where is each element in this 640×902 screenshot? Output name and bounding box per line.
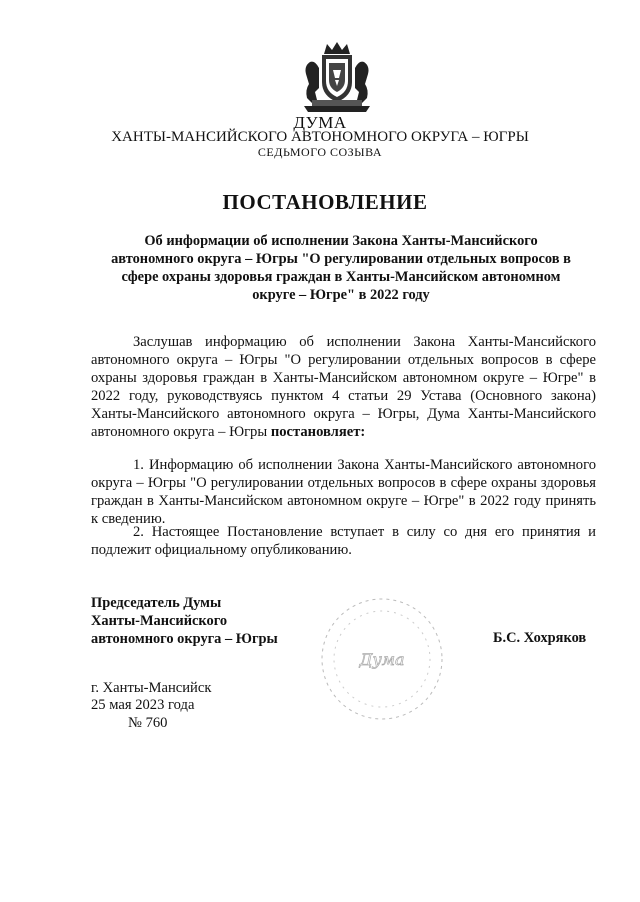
adoption-date: 25 мая 2023 года bbox=[91, 697, 195, 713]
document-type: ПОСТАНОВЛЕНИЕ bbox=[222, 190, 428, 214]
signatory-name: Б.С. Хохряков bbox=[493, 630, 587, 646]
signatory-position-line: автономного округа – Югры bbox=[91, 631, 278, 647]
organization-region: ХАНТЫ-МАНСИЙСКОГО АВТОНОМНОГО ОКРУГА – ЮГРЫ bbox=[111, 129, 529, 145]
coat-of-arms-icon bbox=[296, 40, 378, 114]
organization-name: ДУМА bbox=[293, 113, 347, 132]
document-title: Об информации об исполнении Закона Ханты-Мансийского автономного округа – Югры "О регулировании отдельных вопросов в сфере охраны здоровья граждан в Ханты-Мансийском автономном округе – Югре" в 2022 году bbox=[111, 233, 571, 303]
preamble-verb: постановляет: bbox=[270, 424, 366, 440]
resolution-item-1: 1. Информацию об исполнении Закона Ханты-Мансийского автономного округа – Югры "О регулировании отдельных вопросов в сфере охраны здоровья граждан в Ханты-Мансийском автономном округе – Югре" в 2022 году принять к сведению. bbox=[91, 457, 596, 527]
seal-stamp bbox=[318, 595, 446, 723]
svg-text:Дума: Дума bbox=[359, 650, 405, 669]
signatory-position bbox=[91, 594, 278, 648]
document-number: № 760 bbox=[128, 715, 168, 731]
place-of-adoption: г. Ханты-Мансийск bbox=[91, 680, 212, 696]
organization-convocation: СЕДЬМОГО СОЗЫВА bbox=[257, 145, 383, 159]
preamble-text: Заслушав информацию об исполнении Закона Ханты-Мансийского автономного округа – Югры "О регулировании отдельных вопросов в сфере охраны здоровья граждан в Ханты-Мансийском автономном округе – Югре" в 2022 году, руководствуясь пунктом 4 статьи 29 Устава (Основного закона) Ханты-Мансийского автономного округа – Югры, Дума Ханты-Мансийского автономного округа – Югры bbox=[91, 334, 596, 440]
resolution-item-2: 2. Настоящее Постановление вступает в силу со дня его принятия и подлежит официальному опубликованию. bbox=[91, 524, 596, 558]
signatory-position-line: Ханты-Мансийского bbox=[91, 613, 228, 629]
signatory-position-line: Председатель Думы bbox=[91, 595, 222, 611]
preamble-paragraph bbox=[91, 333, 596, 441]
